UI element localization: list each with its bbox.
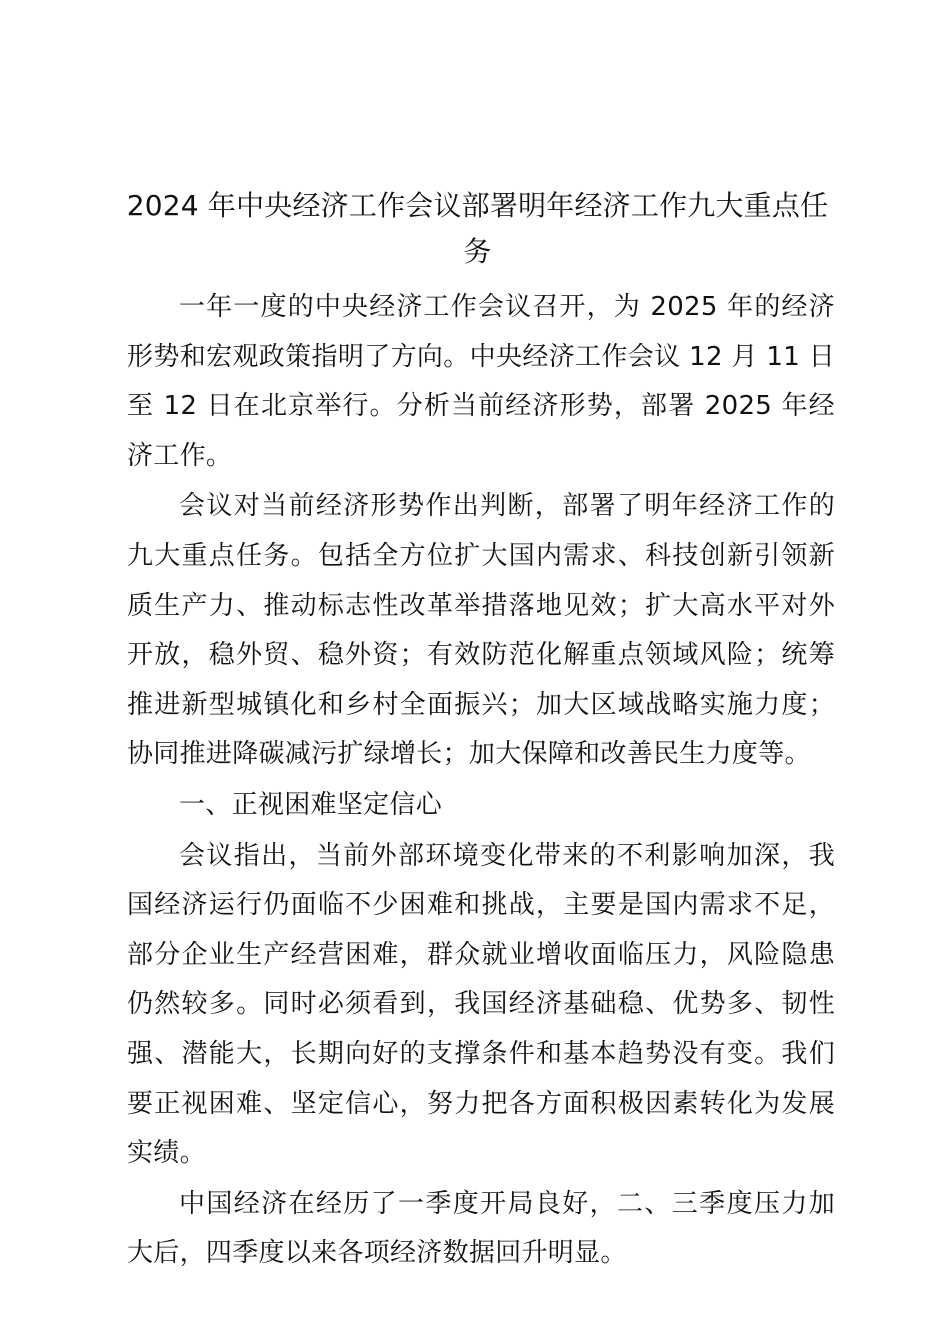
- document-body: [127, 283, 835, 1280]
- paragraph-nine-tasks: 会议对当前经济形势作出判断，部署了明年经济工作的九大重点任务。包括全方位扩大国内需求、科技创新引领新质生产力、推动标志性改革举措落地见效；扩大高水平对外开放，稳外贸、稳外资；有效防范化解重点领域风险；统筹推进新型城镇化和乡村全面振兴；加大区域战略实施力度；协同推进降碳减污扩绿增长；加大保障和改善民生力度等。: [127, 491, 835, 770]
- paragraph-economy-recovery: 中国经济在经历了一季度开局良好，二、三季度压力加大后，四季度以来各项经济数据回升明显。: [127, 1188, 835, 1269]
- section-heading-1: 一、正视困难坚定信心: [179, 789, 443, 820]
- paragraph-difficulties: 会议指出，当前外部环境变化带来的不利影响加深，我国经济运行仍面临不少困难和挑战，主要是国内需求不足，部分企业生产经营困难，群众就业增收面临压力，风险隐患仍然较多。同时必须看到，我国经济基础稳、优势多、韧性强、潜能大，长期向好的支撑条件和基本趋势没有变。我们要正视困难、坚定信心，努力把各方面积极因素转化为发展实绩。: [127, 840, 835, 1169]
- document-title: 2024 年中央经济工作会议部署明年经济工作九大重点任务: [126, 189, 829, 268]
- paragraph-intro: 一年一度的中央经济工作会议召开，为 2025 年的经济形势和宏观政策指明了方向。中央经济工作会议 12 月 11 日至 12 日在北京举行。分析当前经济形势，部署 2025 年经济工作。: [127, 292, 835, 471]
